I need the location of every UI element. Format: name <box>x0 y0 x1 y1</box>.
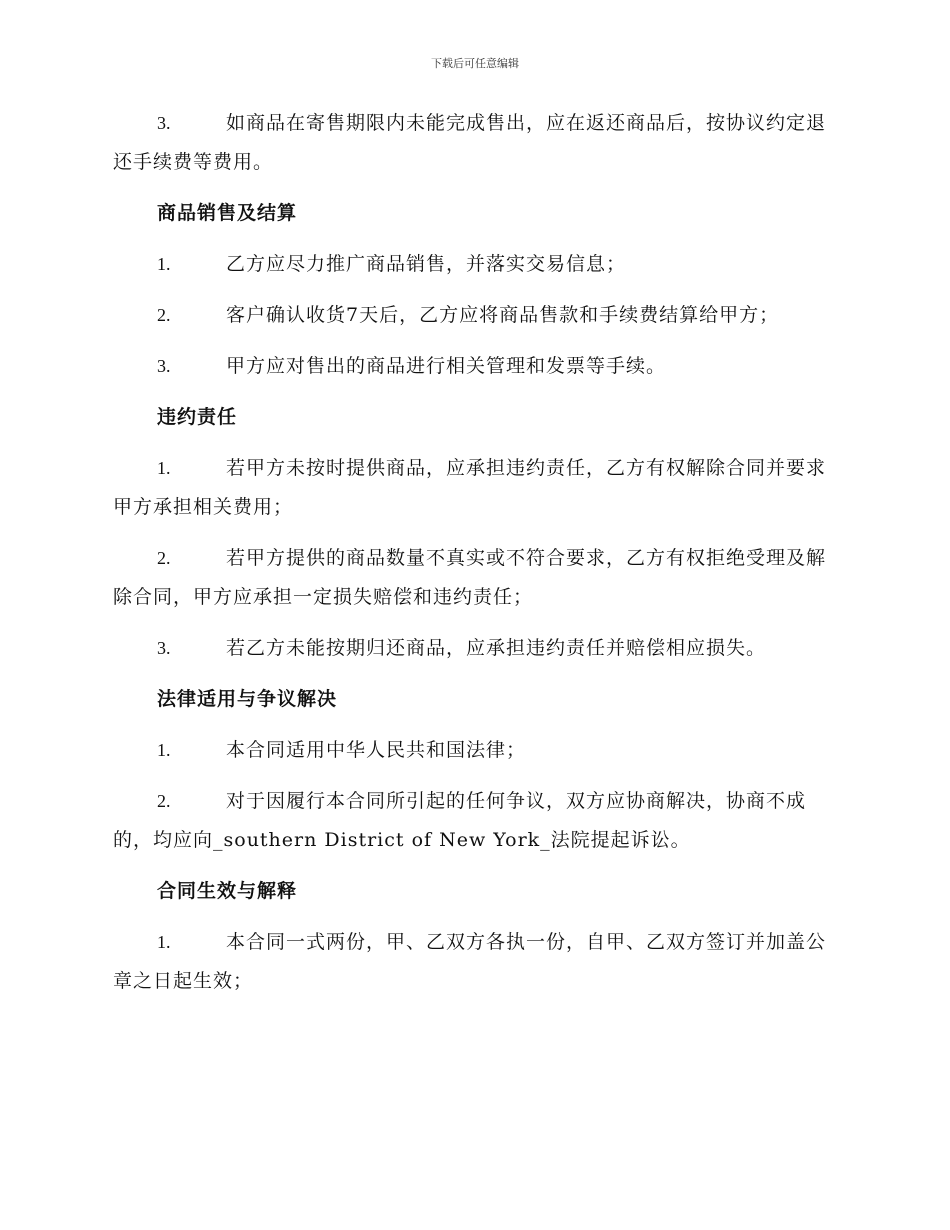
section-heading: 违约责任 <box>157 406 238 428</box>
clause-number: 3. <box>157 113 171 133</box>
section-heading: 商品销售及结算 <box>157 202 298 224</box>
clause-item <box>113 731 833 770</box>
clause-number: 2. <box>157 791 171 811</box>
clause-text: 甲方应对售出的商品进行相关管理和发票等手续。 <box>226 355 667 377</box>
clause-number: 3. <box>157 638 171 658</box>
clause-item <box>113 539 833 617</box>
clause-text: 本合同一式两份，甲、乙双方各执一份，自甲、乙双方签订并加盖公章之日起生效； <box>113 931 827 992</box>
clause-text: 若乙方未能按期归还商品，应承担违约责任并赔偿相应损失。 <box>226 637 767 659</box>
clause-item <box>113 629 833 668</box>
section-heading: 法律适用与争议解决 <box>157 688 338 710</box>
clause-text: 若甲方提供的商品数量不真实或不符合要求，乙方有权拒绝受理及解除合同，甲方应承担一定损失赔偿和违约责任； <box>113 547 827 608</box>
clause-item <box>113 782 833 860</box>
clause-number: 3. <box>157 356 171 376</box>
clause-text: 本合同适用中华人民共和国法律； <box>226 739 527 761</box>
clause-item <box>113 296 833 335</box>
clause-item <box>113 347 833 386</box>
clause-text: 若甲方未按时提供商品，应承担违约责任，乙方有权解除合同并要求甲方承担相关费用； <box>113 457 827 518</box>
clause-item <box>113 245 833 284</box>
section-heading: 合同生效与解释 <box>157 880 298 902</box>
clause-item <box>113 923 833 1001</box>
clause-number: 1. <box>157 254 171 274</box>
clause-text: 乙方应尽力推广商品销售，并落实交易信息； <box>226 253 627 275</box>
clause-number: 2. <box>157 548 171 568</box>
clause-number: 1. <box>157 740 171 760</box>
clause-text: 客户确认收货7天后，乙方应将商品售款和手续费结算给甲方； <box>226 304 780 326</box>
clause-number: 2. <box>157 305 171 325</box>
clause-text: 对于因履行本合同所引起的任何争议，双方应协商解决，协商不成的，均应向_southern District of New York_法院提起诉讼。 <box>113 790 807 851</box>
clause-item <box>113 449 833 527</box>
page-header: 下载后可任意编辑 <box>431 57 519 70</box>
clause-number: 1. <box>157 932 171 952</box>
clause-number: 1. <box>157 458 171 478</box>
clause-item <box>113 104 833 182</box>
document-body <box>113 104 833 1013</box>
clause-text: 如商品在寄售期限内未能完成售出，应在返还商品后，按协议约定退还手续费等费用。 <box>113 112 827 173</box>
